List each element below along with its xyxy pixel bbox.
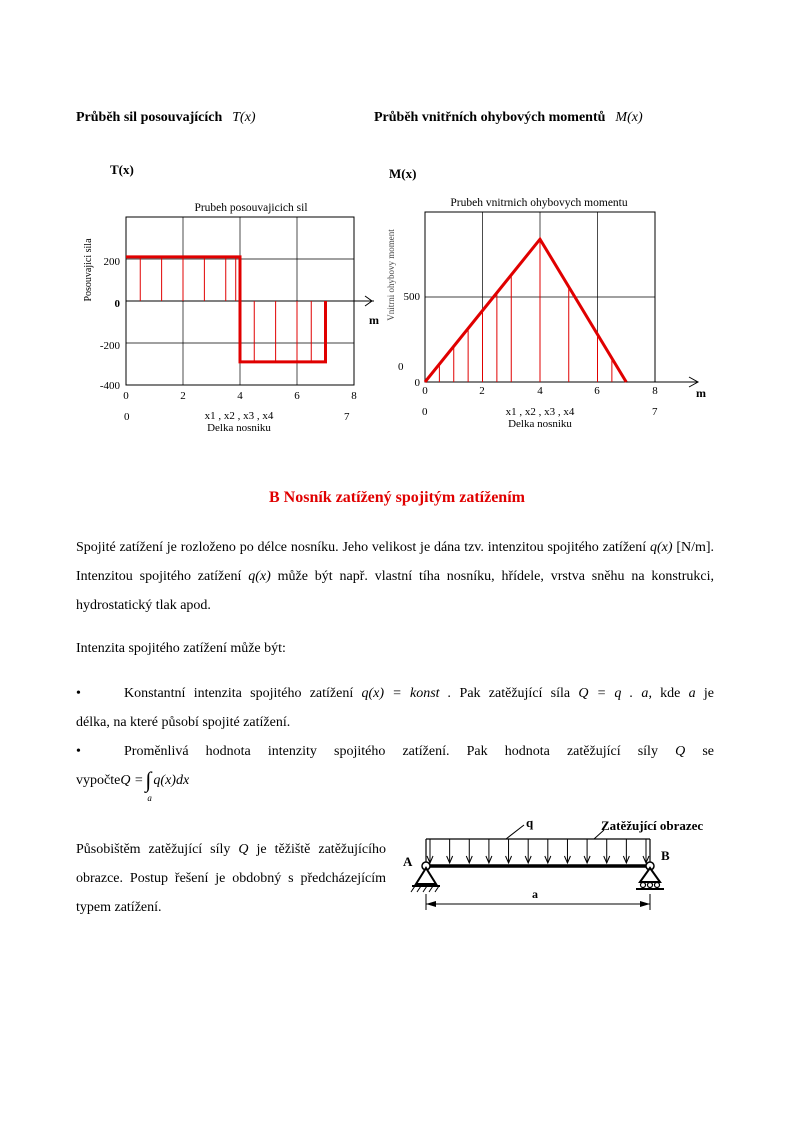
dim-arrow-left xyxy=(426,901,436,907)
shear-inner-title: Prubeh posouvajicich sil xyxy=(194,202,308,214)
moment-x-tick: 0 xyxy=(422,385,428,397)
load-label-leader xyxy=(506,825,524,839)
shear-x-caption: x1 , x2 , x3 , x4 xyxy=(204,410,274,422)
shear-x-label: Delka nosniku xyxy=(207,422,271,434)
moment-y-tick: 0 xyxy=(414,377,420,389)
shear-x-unit: m xyxy=(369,313,379,327)
paragraph-intro: Spojité zatížení je rozloženo po délce nosníku. Jeho velikost je dána tzv. intenzitou spojitého zatížení q(x) [N/m]. Intenzitou spojitého zatížení q(x) může být např. vlastní tíha nosníku, hřídele, vrstva sněhu na konstrukci, hydrostatický tlak apod. xyxy=(76,540,715,613)
figure-label: Zatěžující obrazec xyxy=(601,818,704,833)
shear-y-axis-name: T(x) xyxy=(110,162,134,177)
bullet-marker: • xyxy=(76,744,81,759)
moment-chart xyxy=(384,150,714,440)
shear-y-tick: -200 xyxy=(99,340,120,352)
dim-arrow-right xyxy=(640,901,650,907)
shear-y-tick: 200 xyxy=(103,256,120,268)
moment-y-label: Vnitrni ohybovy moment xyxy=(386,229,396,321)
moment-inner-title: Prubeh vnitrnich ohybovych momentu xyxy=(450,197,628,209)
shear-y-tick: 0 xyxy=(114,298,120,310)
beam-diagram xyxy=(398,808,723,918)
moment-x-unit: m xyxy=(696,386,706,400)
moment-y-axis-name: M(x) xyxy=(389,166,417,181)
shear-x-tick: 0 xyxy=(123,390,129,402)
support-b-label: B xyxy=(661,848,670,863)
section-heading: B Nosník zatížený spojitým zatížením xyxy=(269,489,525,506)
shear-grid xyxy=(126,217,374,385)
paragraph-resultant: Působištěm zatěžující síly Q je těžiště zatěžujícího obrazce. Postup řešení je obdobný s předcházejícím typem zatížení. xyxy=(76,842,387,915)
moment-range-left: 0 xyxy=(422,406,428,418)
moment-series-line xyxy=(425,239,626,382)
moment-x-tick: 2 xyxy=(479,385,485,397)
support-a-label: A xyxy=(403,854,413,869)
moment-chart-heading: Průběh vnitřních ohybových momentů M(x) xyxy=(374,110,643,125)
moment-y-tick: 500 xyxy=(403,291,420,303)
load-label: q xyxy=(526,815,534,830)
moment-x-tick: 6 xyxy=(594,385,600,397)
shear-y-label: Posouvajici sila xyxy=(83,238,94,302)
shear-chart-heading: Průběh sil posouvajících T(x) xyxy=(76,110,256,125)
bullet-marker: • xyxy=(76,686,81,701)
moment-range-right: 7 xyxy=(652,406,658,418)
moment-x-tick: 4 xyxy=(537,385,543,397)
shear-x-tick: 6 xyxy=(294,390,300,402)
shear-hatch-lines xyxy=(140,257,311,362)
shear-y-tick: -400 xyxy=(99,380,120,392)
paragraph-types: Intenzita spojitého zatížení může být: xyxy=(76,641,286,656)
shear-range-left: 0 xyxy=(124,411,130,423)
moment-hatch-lines xyxy=(439,239,612,382)
length-label: a xyxy=(532,887,538,901)
shear-range-right: 7 xyxy=(344,411,350,423)
shear-force-chart xyxy=(76,150,379,440)
shear-x-tick: 8 xyxy=(351,390,357,402)
bullet-constant: • Konstantní intenzita spojitého zatížení q(x) = konst . Pak zatěžující síla Q = q . a, kde a je délka, na které působí spojité zatížení. xyxy=(76,679,714,737)
integral-sign: ∫ a xyxy=(145,767,152,803)
shear-x-tick: 4 xyxy=(237,390,243,402)
bullet-variable: • Proměnlivá hodnota intenzity spojitého zatížení. Pak hodnota zatěžující síly Q se vypočteQ =∫ a q(x)dx xyxy=(76,737,714,795)
load-arrows xyxy=(427,839,649,863)
moment-x-tick: 8 xyxy=(652,385,658,397)
moment-y-tick: 0 xyxy=(398,361,404,373)
moment-x-label: Delka nosniku xyxy=(508,418,572,430)
moment-x-caption: x1 , x2 , x3 , x4 xyxy=(505,406,575,418)
shear-x-tick: 2 xyxy=(180,390,186,402)
